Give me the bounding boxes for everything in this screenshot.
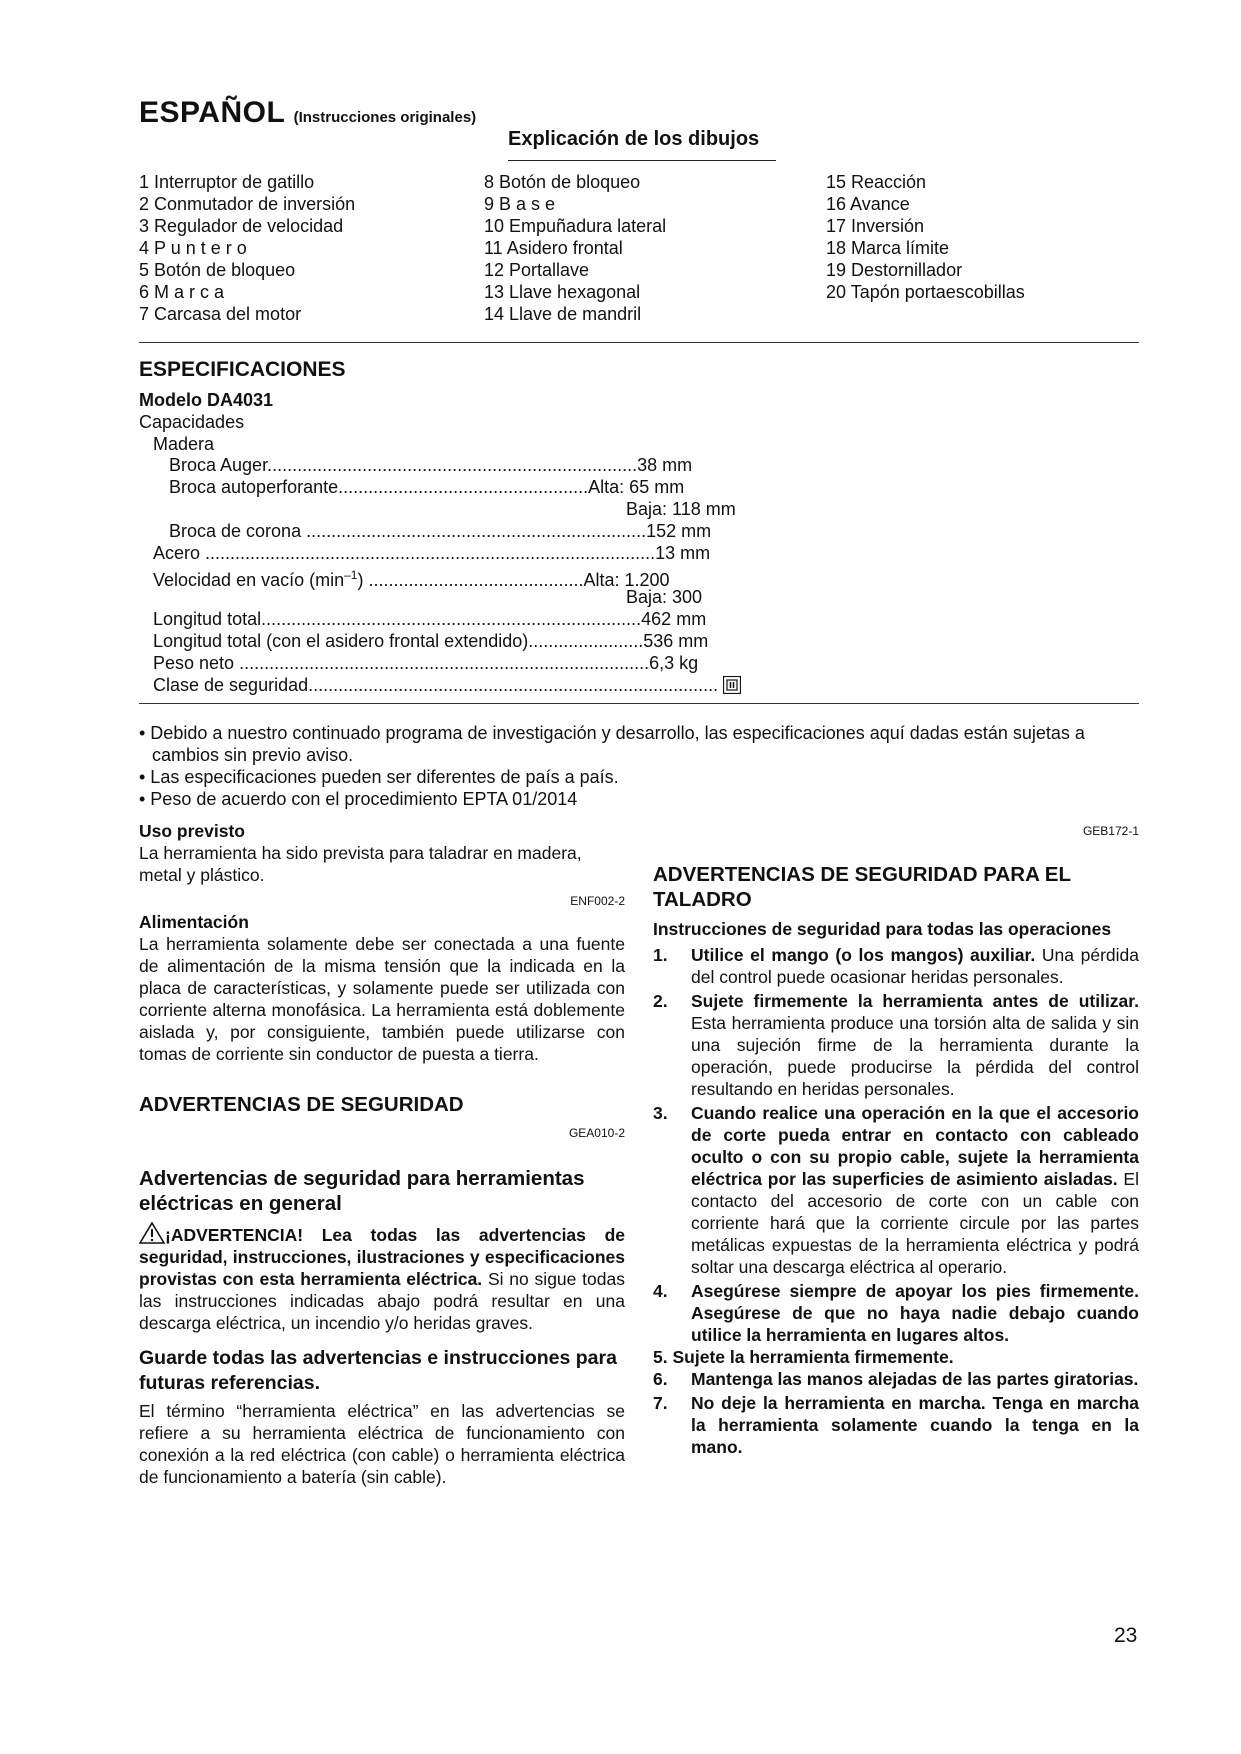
legend-item: 3 Regulador de velocidad bbox=[139, 216, 344, 236]
header-subtitle: (Instrucciones originales) bbox=[293, 109, 477, 126]
legend-item: 19 Destornillador bbox=[826, 260, 963, 280]
spec-speed-label: Velocidad en vacío (min bbox=[153, 570, 345, 590]
adv-title: ADVERTENCIAS DE SEGURIDAD bbox=[139, 1093, 464, 1116]
list-item-bold: Utilice el mango (o los mangos) auxiliar. bbox=[691, 945, 1036, 965]
alim-text: La herramienta solamente debe ser conectada a una fuente de alimentación de la misma tensión que la indicada en la placa de características, y solamente puede ser utilizada con corriente alterna monofásica. La herramienta está doblemente aislada y, por consiguiente, también puede utilizarse con tomas de corriente sin conductor de puesta a tierra. bbox=[139, 934, 625, 1064]
keep-instructions-title: Guarde todas las advertencias e instrucciones para futuras referencias. bbox=[139, 1347, 617, 1394]
legend-item: 12 Portallave bbox=[484, 260, 590, 280]
list-item-number: 3. bbox=[653, 1103, 668, 1123]
list-item-bold: No deje la herramienta en marcha. Tenga en marcha la herramienta solamente cuando la tenga en la mano. bbox=[691, 1393, 1139, 1457]
legend-divider bbox=[508, 160, 776, 161]
spec-capacities: Capacidades bbox=[139, 412, 245, 432]
page-title bbox=[139, 96, 476, 130]
legend-item: 4 P u n t e r o bbox=[139, 238, 247, 258]
legend-item: 18 Marca límite bbox=[826, 238, 950, 258]
specs-block bbox=[139, 389, 741, 696]
legend-title: Explicación de los dibujos bbox=[508, 128, 760, 150]
spec-selffeed-low: Baja: 118 mm bbox=[626, 499, 736, 519]
note-item: • Peso de acuerdo con el procedimiento EPTA 01/2014 bbox=[139, 789, 578, 809]
legend-item: 13 Llave hexagonal bbox=[484, 282, 641, 302]
warning-paragraph bbox=[139, 1222, 625, 1334]
legend-item: 16 Avance bbox=[826, 194, 910, 214]
warning-bold-text: ¡ADVERTENCIA! Lea todas las advertencias de seguridad, instrucciones, ilustraciones y especificaciones provistas con esta herramienta eléctrica. bbox=[139, 1225, 625, 1289]
spec-safety-class bbox=[139, 674, 741, 696]
legend-item: 9 B a s e bbox=[484, 194, 556, 214]
note-item: • Las especificaciones pueden ser diferentes de país a país. bbox=[139, 767, 619, 787]
warning-triangle-icon bbox=[139, 1222, 165, 1244]
legend-item: 7 Carcasa del motor bbox=[139, 304, 302, 324]
list-item-bold: Sujete firmemente la herramienta antes de utilizar. bbox=[691, 991, 1139, 1011]
list-item-text: El contacto del accesorio de corte con un cable con corriente hará que la corriente circule por las partes metálicas expuestas de la herramienta eléctrica y podrá soltar una descarga eléctrica al operario. bbox=[691, 1169, 1139, 1277]
spec-steel: Acero ..........................................................................................13 mm bbox=[153, 543, 711, 563]
spec-speed bbox=[139, 564, 741, 590]
section-divider bbox=[139, 342, 1139, 343]
uso-text: La herramienta ha sido prevista para taladrar en madera, metal y plástico. bbox=[139, 843, 582, 885]
legend-item: 11 Asidero frontal bbox=[484, 238, 623, 258]
legend-item: 6 M a r c a bbox=[139, 282, 225, 302]
specs-heading: ESPECIFICACIONES bbox=[139, 358, 346, 381]
spec-model: Modelo DA4031 bbox=[139, 390, 274, 410]
page-number: 23 bbox=[1114, 1624, 1138, 1647]
legend-item: 2 Conmutador de inversión bbox=[139, 194, 356, 214]
list-item-bold: Asegúrese siempre de apoyar los pies firmemente. Asegúrese de que no haya nadie debajo cuando utilice la herramienta en lugares altos. bbox=[691, 1281, 1139, 1345]
list-item bbox=[653, 1392, 1139, 1458]
warning-text: Si no sigue todas las instrucciones indicadas abajo podrá resultar en una descarga eléctrica, un incendio y/o heridas graves. bbox=[139, 1269, 625, 1333]
spec-length: Longitud total............................................................................462 mm bbox=[153, 609, 707, 629]
legend-item: 17 Inversión bbox=[826, 216, 925, 236]
list-item bbox=[653, 1102, 1139, 1278]
alim-title: Alimentación bbox=[139, 912, 249, 932]
list-item bbox=[653, 1346, 1139, 1368]
spec-length-ext: Longitud total (con el asidero frontal extendido).......................536 mm bbox=[153, 631, 709, 651]
drill-warnings-subtitle: Instrucciones de seguridad para todas las operaciones bbox=[653, 919, 1112, 939]
legend-item: 14 Llave de mandril bbox=[484, 304, 642, 324]
list-item-bold: Sujete la herramienta firmemente. bbox=[672, 1347, 954, 1367]
legend-item: 1 Interruptor de gatillo bbox=[139, 172, 315, 192]
uso-title: Uso previsto bbox=[139, 821, 245, 841]
legend-column-3 bbox=[826, 171, 1025, 303]
general-warnings-title: Advertencias de seguridad para herramientas eléctricas en general bbox=[139, 1167, 585, 1215]
language-title: ESPAÑOL bbox=[139, 96, 285, 129]
legend-item: 20 Tapón portaescobillas bbox=[826, 282, 1025, 302]
spec-speed-sup: –1 bbox=[344, 568, 358, 582]
spec-notes bbox=[139, 722, 1144, 810]
list-item-number: 5. bbox=[653, 1347, 668, 1367]
spec-wood: Madera bbox=[153, 434, 215, 454]
list-item-bold: Cuando realice una operación en la que el accesorio de corte pueda entrar en contacto con cableado oculto o con su propio cable, sujete la herramienta eléctrica por las superficies de asimiento aisladas. bbox=[691, 1103, 1139, 1189]
list-item-number: 2. bbox=[653, 991, 668, 1011]
code-gea: GEA010-2 bbox=[568, 1126, 625, 1140]
drill-warnings-title: ADVERTENCIAS DE SEGURIDAD PARA EL TALADRO bbox=[653, 863, 1071, 911]
spec-weight: Peso neto ..................................................................................6,3 kg bbox=[153, 653, 699, 673]
legend-item: 5 Botón de bloqueo bbox=[139, 260, 296, 280]
list-item-number: 6. bbox=[653, 1369, 668, 1389]
left-column bbox=[139, 820, 625, 1488]
legend-item: 15 Reacción bbox=[826, 172, 927, 192]
spec-core: Broca de corona ....................................................................152 mm bbox=[169, 521, 712, 541]
list-item bbox=[653, 1368, 1139, 1390]
list-item bbox=[653, 990, 1139, 1100]
legend-column-2 bbox=[484, 171, 666, 325]
list-item bbox=[653, 1280, 1139, 1346]
class-II-icon bbox=[723, 676, 741, 694]
section-divider bbox=[139, 703, 1139, 704]
right-column bbox=[653, 820, 1139, 1458]
list-item-number: 4. bbox=[653, 1281, 668, 1301]
spec-safety-class-label: Clase de seguridad.................................................................................. bbox=[153, 675, 719, 695]
legend-item: 10 Empuñadura lateral bbox=[484, 216, 667, 236]
spec-auger: Broca Auger..........................................................................38 mm bbox=[169, 455, 693, 475]
term-text: El término “herramienta eléctrica” en las advertencias se refiere a su herramienta eléctrica de funcionamiento con conexión a la red eléctrica (con cable) o herramienta eléctrica de funcionamiento a batería (sin cable). bbox=[139, 1401, 625, 1487]
list-item bbox=[653, 944, 1139, 988]
list-item-text: Una pérdida del control puede ocasionar heridas personales. bbox=[691, 945, 1139, 987]
note-item: • Debido a nuestro continuado programa de investigación y desarrollo, las especificaciones aquí dadas están sujetas a cambios sin previo aviso. bbox=[139, 723, 1085, 765]
code-enf: ENF002-2 bbox=[570, 894, 625, 908]
list-item-number: 7. bbox=[653, 1393, 668, 1413]
legend-item: 8 Botón de bloqueo bbox=[484, 172, 641, 192]
drill-warnings-list bbox=[653, 944, 1139, 1458]
spec-speed-low: Baja: 300 bbox=[626, 587, 703, 607]
list-item-text: Esta herramienta produce una torsión alta de salida y sin una sujeción firme de la herramienta durante la operación, puede producirse la pérdida del control resultando en heridas personales. bbox=[691, 1013, 1139, 1099]
legend-column-1 bbox=[139, 171, 418, 325]
spec-speed-high: ) ...........................................Alta: 1.200 bbox=[357, 570, 670, 590]
spec-selffeed: Broca autoperforante..................................................Alta: 65 mm bbox=[169, 477, 685, 497]
list-item-bold: Mantenga las manos alejadas de las partes giratorias. bbox=[691, 1369, 1139, 1389]
code-geb: GEB172-1 bbox=[1082, 824, 1139, 838]
list-item-number: 1. bbox=[653, 945, 668, 965]
